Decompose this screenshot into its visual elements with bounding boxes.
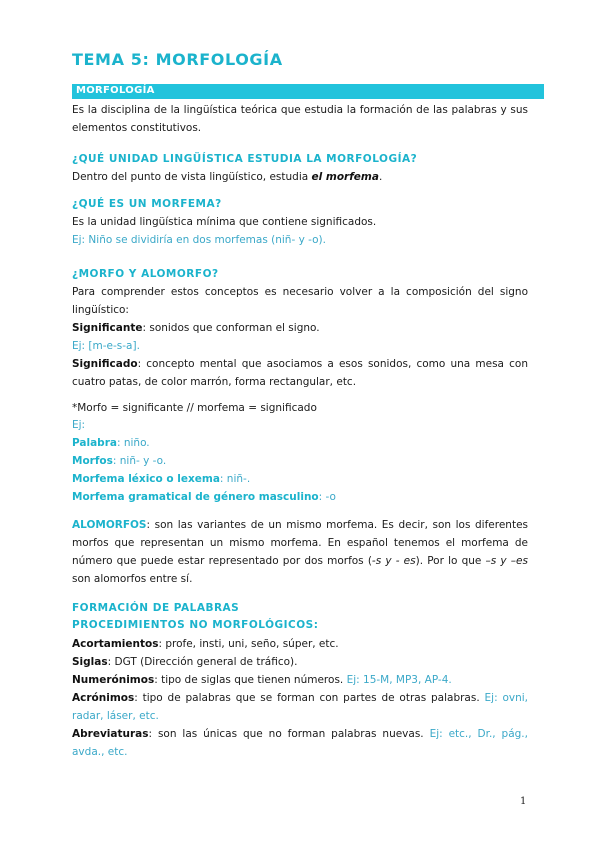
morfo-note: *Morfo = significante // morfema = significado bbox=[72, 402, 317, 414]
alomorfos-paragraph bbox=[72, 516, 528, 588]
gramatical-value: : -o bbox=[318, 491, 336, 503]
significante-text: : sonidos que conforman el signo. bbox=[142, 322, 320, 334]
paragraph-morfo: Para comprender estos conceptos es necesario volver a la composición del signo lingüístico: bbox=[72, 286, 528, 316]
heading-unidad: ¿QUÉ UNIDAD LINGÜÍSTICA ESTUDIA LA MORFOLOGÍA? bbox=[72, 153, 418, 165]
heading-procedimientos: PROCEDIMIENTOS NO MORFOLÓGICOS: bbox=[72, 619, 319, 631]
palabra-value: : niño. bbox=[116, 437, 150, 449]
numeronimos-line bbox=[72, 671, 528, 689]
numeronimos-text: : tipo de siglas que tienen números. bbox=[154, 674, 347, 686]
lexico-value: : niñ-. bbox=[219, 473, 251, 485]
heading-morfo: ¿MORFO Y ALOMORFO? bbox=[72, 268, 219, 280]
palabra-line bbox=[72, 434, 528, 452]
alomorfos-text-3: son alomorfos entre sí. bbox=[72, 573, 193, 585]
example-label: Ej: bbox=[72, 419, 86, 431]
page-title: TEMA 5: MORFOLOGÍA bbox=[72, 50, 283, 69]
significante-example: Ej: [m-e-s-a]. bbox=[72, 340, 140, 352]
example-morfema: Ej: Niño se dividiría en dos morfemas (niñ- y -o). bbox=[72, 234, 326, 246]
significante-label: Significante bbox=[72, 322, 143, 334]
significado-label: Significado bbox=[72, 358, 138, 370]
heading-morfema: ¿QUÉ ES UN MORFEMA? bbox=[72, 198, 222, 210]
acronimos-example: Ej: ovni, radar, láser, etc. bbox=[72, 692, 528, 722]
acortamientos-label: Acortamientos bbox=[72, 638, 159, 650]
significante-line bbox=[72, 319, 528, 337]
numeronimos-example: Ej: 15-M, MP3, AP-4. bbox=[346, 674, 452, 686]
alomorfos-label: ALOMORFOS bbox=[72, 519, 147, 531]
numeronimos-label: Numerónimos bbox=[72, 674, 155, 686]
gramatical-line bbox=[72, 488, 528, 506]
morfos-label: Morfos bbox=[72, 455, 113, 467]
alomorfos-forms-2: –s y –es bbox=[485, 555, 528, 567]
acortamientos-text: : profe, insti, uni, seño, súper, etc. bbox=[158, 638, 339, 650]
acronimos-line bbox=[72, 689, 528, 725]
section-banner bbox=[72, 84, 544, 99]
palabra-label: Palabra bbox=[72, 437, 117, 449]
siglas-label: Siglas bbox=[72, 656, 108, 668]
text-period: . bbox=[378, 171, 383, 183]
lexico-line bbox=[72, 470, 528, 488]
section-banner-label: MORFOLOGÍA bbox=[76, 85, 155, 96]
gramatical-label: Morfema gramatical de género masculino bbox=[72, 491, 319, 503]
bold-morfema: el morfema bbox=[311, 171, 379, 183]
significado-text: : concepto mental que asociamos a esos sonidos, como una mesa con cuatro patas, de color marrón, forma rectangular, etc. bbox=[72, 358, 528, 388]
morfos-line bbox=[72, 452, 528, 470]
intro-paragraph: Es la disciplina de la lingüística teórica que estudia la formación de las palabras y sus elementos constitutivos. bbox=[72, 104, 528, 134]
acronimos-text: : tipo de palabras que se forman con partes de otras palabras. bbox=[134, 692, 485, 704]
abreviaturas-text: : son las únicas que no forman palabras nuevas. bbox=[148, 728, 430, 740]
page-number: 1 bbox=[520, 796, 527, 807]
heading-formacion: FORMACIÓN DE PALABRAS bbox=[72, 602, 240, 614]
alomorfos-text-2: ). Por lo que bbox=[415, 555, 486, 567]
lexico-label: Morfema léxico o lexema bbox=[72, 473, 220, 485]
morfos-value: : niñ- y -o. bbox=[112, 455, 167, 467]
text-unidad: Dentro del punto de vista lingüístico, estudia bbox=[72, 171, 312, 183]
siglas-line bbox=[72, 653, 528, 671]
abreviaturas-label: Abreviaturas bbox=[72, 728, 149, 740]
acronimos-label: Acrónimos bbox=[72, 692, 135, 704]
acortamientos-line bbox=[72, 635, 528, 653]
abreviaturas-example: Ej: etc., Dr., pág., avda., etc. bbox=[72, 728, 528, 758]
alomorfos-forms: -s y - es bbox=[371, 555, 416, 567]
siglas-text: : DGT (Dirección general de tráfico). bbox=[107, 656, 298, 668]
abreviaturas-line bbox=[72, 725, 528, 761]
paragraph-unidad bbox=[72, 168, 528, 186]
paragraph-morfema: Es la unidad lingüística mínima que contiene significados. bbox=[72, 216, 377, 228]
alomorfos-text-1: : son las variantes de un mismo morfema. Es decir, son los diferentes morfos que representan un mismo morfema. En español tenemos el morfema de número que puede estar representado por dos morfos ( bbox=[72, 519, 528, 567]
significado-line bbox=[72, 355, 528, 391]
